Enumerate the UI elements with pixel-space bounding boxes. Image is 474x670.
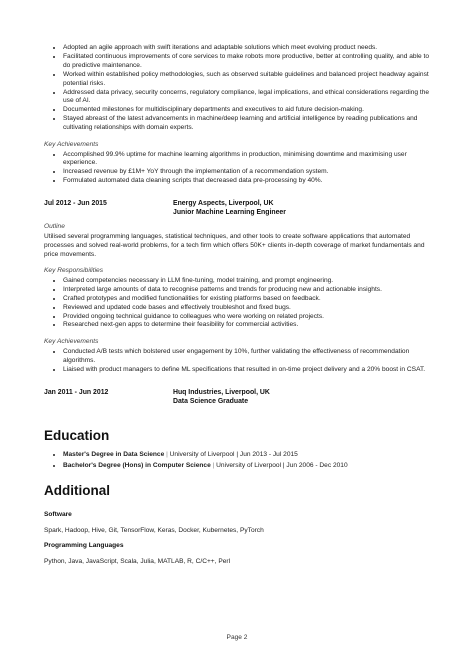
- job-dates: Jul 2012 - Jun 2015: [44, 200, 107, 208]
- job-header-energy-aspects: [44, 199, 432, 217]
- list-item: • Gained competencies necessary in LLM fine-tuning, model training, and prompt engineering.: [63, 277, 432, 286]
- experience-bullets: [44, 44, 432, 133]
- list-item: • Facilitated continuous improvements of core services to make robots more productive, better at controlling quality, and able to do predictive maintenance.: [63, 53, 432, 71]
- education-list: [44, 449, 432, 471]
- key-responsibilities-list: [44, 277, 432, 330]
- job-employer: Energy Aspects, Liverpool, UK: [173, 200, 274, 208]
- key-achievements-list: [44, 348, 432, 375]
- page-number: Page 2: [226, 634, 248, 641]
- degree-name: Bachelor's Degree (Hons) in Computer Science: [63, 461, 211, 469]
- list-item: • Increased revenue by £1M+ YoY through the implementation of a recommendation system.: [63, 168, 432, 177]
- programming-languages-list: Python, Java, JavaScript, Scala, Julia, MATLAB, R, C/C++, Perl: [44, 557, 231, 565]
- list-item: • Worked within established policy methodologies, such as observed suitable guidelines and balanced project headway against potential risks.: [63, 71, 432, 89]
- outline-label: Outline: [44, 223, 65, 231]
- list-item: • Researched next-gen apps to determine their feasibility for commercial activities.: [63, 321, 432, 330]
- list-item: • Formulated automated data cleaning scripts that decreased data pre-processing by 40%.: [63, 177, 432, 186]
- list-item: • Crafted prototypes and modified functionalities for existing platforms based on feedback.: [63, 295, 432, 304]
- job-header-huq-industries: [44, 388, 432, 406]
- separator: |: [210, 461, 217, 469]
- software-heading: Software: [44, 510, 72, 518]
- job-title: Junior Machine Learning Engineer: [173, 209, 286, 217]
- list-item: • Provided ongoing technical guidance to colleagues who were working on related projects.: [63, 313, 432, 322]
- list-item: • Adopted an agile approach with swift iterations and adaptable solutions which meet evolving product needs.: [63, 44, 432, 53]
- list-item: • Addressed data privacy, security concerns, regulatory compliance, legal implications, and ethical considerations regarding the use of AI.: [63, 89, 432, 107]
- list-item: • Stayed abreast of the latest advancements in machine/deep learning and artificial intelligence by reading publications and cultivating relationships with domain experts.: [63, 115, 432, 133]
- job-outline: Utilised several programming languages, statistical techniques, and other tools to create software applications that automated processes and solved real-world problems, for a tech firm which offers 50K+ clients in-depth coverage of market fundamentals and price movements.: [44, 232, 425, 258]
- separator: |: [164, 450, 170, 458]
- key-achievements-label: Key Achievements: [44, 141, 99, 149]
- list-item: [63, 460, 432, 471]
- list-item: [63, 449, 432, 460]
- resume-content: [44, 44, 432, 566]
- degree-details: University of Liverpool | Jun 2006 - Dec 2010: [216, 461, 348, 469]
- list-item: • Conducted A/B tests which bolstered user engagement by 10%, further validating the effectiveness of recommendation algorithms.: [63, 348, 432, 366]
- job-title: Data Science Graduate: [173, 397, 249, 405]
- key-achievements-list: [44, 151, 432, 187]
- list-item: • Liaised with product managers to define ML specifications that resulted in on-time project delivery and a 20% boost in CSAT.: [63, 366, 432, 375]
- degree-details: University of Liverpool | Jun 2013 - Jul 2015: [169, 450, 298, 458]
- list-item: • Interpreted large amounts of data to recognise patterns and trends for producing new and actionable insights.: [63, 286, 432, 295]
- key-achievements-label: Key Achievements: [44, 338, 99, 346]
- education-heading: Education: [44, 427, 110, 443]
- degree-name: Master's Degree in Data Science: [63, 450, 165, 458]
- list-item: • Documented milestones for multidisciplinary departments and executives to aid future decision-making.: [63, 106, 432, 115]
- job-dates: Jan 2011 - Jun 2012: [44, 388, 109, 396]
- list-item: • Reviewed and updated code bases and effectively troubleshot and fixed bugs.: [63, 304, 432, 313]
- key-responsibilities-label: Key Responsibilities: [44, 267, 104, 275]
- additional-heading: Additional: [44, 482, 110, 498]
- software-list: Spark, Hadoop, Hive, Git, TensorFlow, Keras, Docker, Kubernetes, PyTorch: [44, 526, 264, 534]
- list-item: • Accomplished 99.9% uptime for machine learning algorithms in production, minimising downtime and maximising user experience.: [63, 151, 432, 169]
- programming-languages-heading: Programming Languages: [44, 541, 124, 549]
- job-employer: Huq Industries, Liverpool, UK: [173, 388, 270, 396]
